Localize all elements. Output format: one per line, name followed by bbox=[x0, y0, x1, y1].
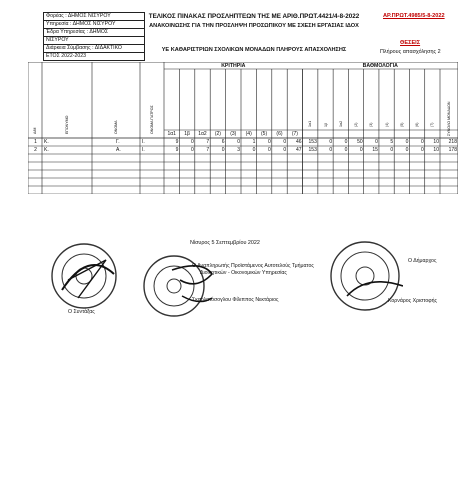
score-subheader: (7) bbox=[430, 122, 435, 127]
first-name: Γ. bbox=[116, 138, 120, 145]
score-value: 0 bbox=[390, 146, 394, 153]
column-header: ΟΝΟΜΑ bbox=[114, 120, 118, 134]
score-value: 153 bbox=[308, 146, 317, 153]
score-subheader: 1β bbox=[323, 122, 328, 127]
header-info-box bbox=[43, 12, 145, 61]
criteria-group-header: ΚΡΙΤΗΡΙΑ bbox=[221, 63, 246, 69]
score-value: 0 bbox=[420, 146, 424, 153]
criteria-value: 0 bbox=[283, 138, 287, 145]
score-value: 0 bbox=[405, 138, 409, 145]
place-date: Νίσυρος 5 Σεπτεμβρίου 2022 bbox=[190, 240, 260, 246]
score-value: 0 bbox=[359, 146, 363, 153]
row-number: 1 bbox=[34, 138, 37, 145]
document-title: ΤΕΛΙΚΟΣ ΠΙΝΑΚΑΣ ΠΡΟΣΛΗΠΤΕΩΝ ΤΗΣ ΜΕ ΑΡΙΘ.ΠΡΩΤ.4421/4-8-2022 bbox=[148, 13, 360, 20]
criteria-value: 0 bbox=[237, 138, 240, 145]
criteria-value: 47 bbox=[296, 146, 302, 153]
table-grid bbox=[28, 62, 458, 194]
surname: Κ. bbox=[44, 146, 49, 153]
total-value: 178 bbox=[448, 146, 457, 153]
score-subheader: 1α1 bbox=[308, 120, 313, 127]
score-value: 0 bbox=[344, 138, 348, 145]
row-number: 2 bbox=[34, 146, 37, 153]
left-stamp bbox=[48, 240, 120, 317]
protocol-number: ΑΡ.ΠΡΩΤ.4985/5-8-2022 bbox=[383, 13, 445, 19]
criteria-subheader: (2) bbox=[214, 130, 221, 137]
father-name: Ι. bbox=[142, 138, 145, 145]
results-table bbox=[28, 62, 458, 194]
score-value: 153 bbox=[308, 138, 317, 145]
criteria-value: 3 bbox=[237, 146, 240, 153]
mayor-name: Κορνάρος Χριστοφής bbox=[388, 298, 437, 304]
criteria-value: 9 bbox=[175, 146, 179, 153]
criteria-subheader: (6) bbox=[276, 130, 283, 137]
full-time-count: Πλήρους απασχόλησης 2 bbox=[380, 49, 441, 55]
compiler-label: Ο Συντάξας bbox=[68, 309, 95, 315]
deputy-head-title-2: Διοικητικών - Οικονομικών Υπηρεσίας bbox=[200, 270, 287, 276]
criteria-value: 1 bbox=[252, 138, 256, 145]
criteria-value: 6 bbox=[221, 138, 225, 145]
criteria-subheader: 1α2 bbox=[198, 130, 207, 137]
score-value: 50 bbox=[357, 138, 363, 145]
criteria-value: 46 bbox=[296, 138, 302, 145]
criteria-subheader: 1α1 bbox=[167, 130, 176, 137]
header-info-line: Έδρα Υπηρεσίας : ΔΗΜΟΣ bbox=[44, 29, 144, 37]
criteria-subheader: (3) bbox=[230, 130, 237, 137]
score-value: 10 bbox=[433, 146, 439, 153]
criteria-subheader: (5) bbox=[261, 130, 268, 137]
right-stamp bbox=[327, 238, 403, 319]
score-subheader: 1α2 bbox=[338, 120, 343, 127]
score-value: 0 bbox=[420, 138, 424, 145]
total-value: 218 bbox=[448, 138, 457, 145]
positions-label: ΘΕΣΕΙΣ bbox=[400, 40, 421, 46]
criteria-subheader: (4) bbox=[245, 130, 252, 137]
criteria-value: 7 bbox=[206, 146, 210, 153]
score-value: 0 bbox=[375, 138, 378, 145]
criteria-value: 0 bbox=[283, 146, 287, 153]
score-subheader: (5) bbox=[399, 122, 404, 127]
score-value: 15 bbox=[372, 146, 378, 153]
criteria-value: 0 bbox=[268, 138, 271, 145]
criteria-value: 0 bbox=[191, 138, 194, 145]
column-header: ΟΝΟΜΑ ΠΑΤΡΟΣ bbox=[150, 105, 154, 134]
header-info-line: ΕΤΟΣ 2022-2023 bbox=[46, 53, 87, 59]
criteria-value: 0 bbox=[268, 146, 271, 153]
score-value: 0 bbox=[405, 146, 409, 153]
criteria-value: 0 bbox=[221, 146, 225, 153]
header-info-line: Φορέας : ΔΗΜΟΣ ΝΙΣΥΡΟΥ bbox=[44, 13, 144, 21]
score-value: 10 bbox=[433, 138, 439, 145]
header-info-line: ΝΙΣΥΡΟΥ bbox=[44, 37, 144, 45]
first-name: Α. bbox=[116, 146, 121, 153]
score-value: 0 bbox=[329, 138, 333, 145]
column-header: ΕΠΩΝΥΜΟ bbox=[65, 115, 69, 134]
criteria-value: 7 bbox=[206, 138, 210, 145]
score-group-header: ΒΑΘΜΟΛΟΓΙΑ bbox=[362, 63, 398, 69]
criteria-subheader: (7) bbox=[291, 130, 298, 137]
deputy-head-title-1: Ο Αναπληρωτής Προϊστάμενος Αυτοτελούς Τμήματος bbox=[192, 263, 314, 269]
header-info-line: Υπηρεσία : ΔΗΜΟΣ ΝΙΣΥΡΟΥ bbox=[44, 21, 144, 29]
header-info-line: Διάρκεια Σύμβασης : ΔΙΔΑΚΤΙΚΟ bbox=[44, 45, 144, 53]
deputy-head-name: Σκαρλατόσογλου Φίλιππος Νεκτάριος bbox=[192, 297, 279, 303]
criteria-value: 0 bbox=[252, 146, 256, 153]
score-subheader: (4) bbox=[384, 122, 389, 127]
score-subheader: (2) bbox=[354, 122, 359, 127]
middle-stamp bbox=[142, 250, 214, 325]
mayor-label: Ο Δήμαρχος bbox=[408, 258, 437, 264]
score-value: 5 bbox=[390, 138, 394, 145]
criteria-value: 9 bbox=[175, 138, 179, 145]
document-subtitle: ΑΝΑΚΟΙΝΩΣΗΣ ΓΙΑ ΤΗΝ ΠΡΟΣΛΗΨΗ ΠΡΟΣΩΠΙΚΟΥ ΜΕ ΣΧΕΣΗ ΕΡΓΑΣΙΑΣ ΙΔΟΧ bbox=[149, 23, 359, 29]
criteria-value: 0 bbox=[191, 146, 194, 153]
position-title: ΥΕ ΚΑΘΑΡΙΣΤΡΙΩΝ ΣΧΟΛΙΚΩΝ ΜΟΝΑΔΩΝ ΠΛΗΡΟΥΣ ΑΠΑΣΧΟΛΗΣΗΣ bbox=[161, 47, 347, 53]
father-name: Ι. bbox=[142, 146, 145, 153]
criteria-subheader: 1β bbox=[184, 130, 190, 137]
total-header: ΣΥΝΟΛΟ ΜΟΝΑΔΩΝ bbox=[447, 101, 451, 136]
score-subheader: (3) bbox=[369, 122, 374, 127]
surname: Κ. bbox=[44, 138, 49, 145]
score-subheader: (6) bbox=[415, 122, 420, 127]
score-value: 0 bbox=[344, 146, 348, 153]
score-value: 0 bbox=[329, 146, 333, 153]
column-header: Α/Μ bbox=[33, 127, 37, 134]
